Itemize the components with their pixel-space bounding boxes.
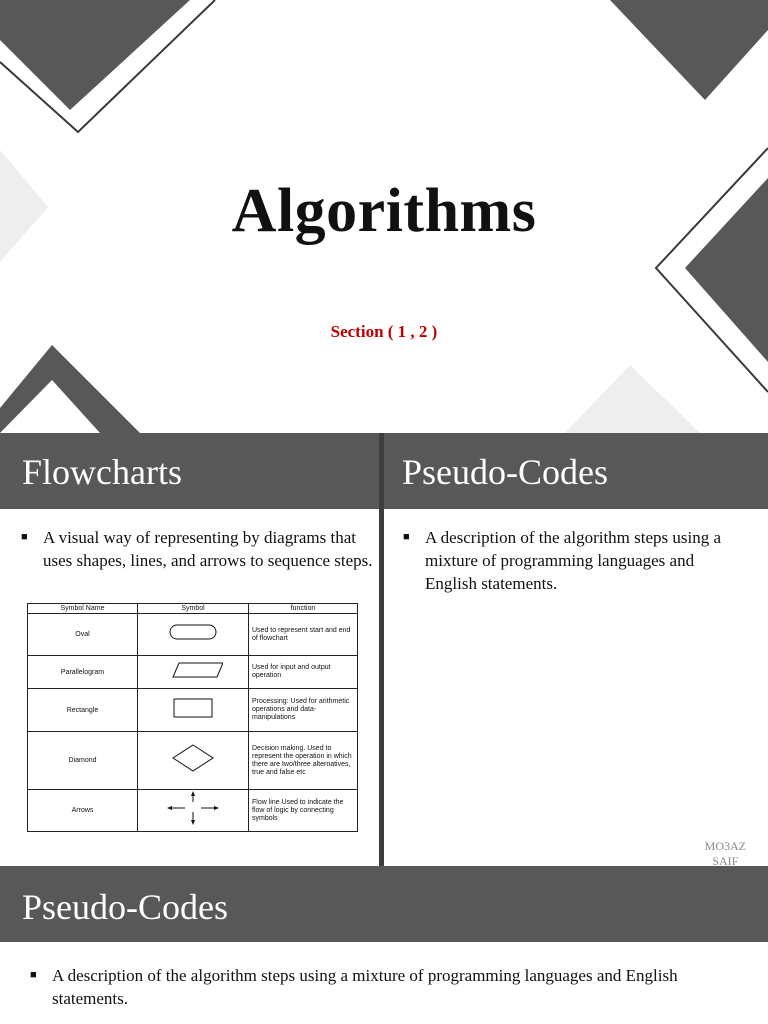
arrows-icon [163,790,223,826]
bullet-item [30,964,732,1010]
symbol-function: Processing: Used for arithmetic operations and data-manipulations [249,689,358,732]
watermark-line: SAIF [712,854,739,866]
bullet-item [21,526,373,572]
bullet-square-icon: ■ [403,531,410,543]
bullet-text: A description of the algorithm steps using a mixture of programming languages and English statements. [52,966,678,1008]
column-header: function [249,604,358,614]
author-watermark [705,839,746,866]
symbol-cell [138,790,249,832]
symbol-function: Used to represent start and end of flowchart [249,614,358,656]
rectangle-icon [163,697,223,719]
bullet-square-icon: ■ [30,969,37,981]
symbol-cell [138,614,249,656]
table-row [28,614,358,656]
bullet-text: A description of the algorithm steps using a mixture of programming languages and English statements. [425,528,722,593]
slide-heading: Pseudo-Codes [22,887,228,927]
oval-icon [163,622,223,642]
symbol-function: Decision making. Used to represent the operation in which there are two/three alternatives, true and false etc [249,732,358,790]
pseudocodes-slide [384,433,768,866]
bullet-text: A visual way of representing by diagrams that uses shapes, lines, and arrows to sequence steps. [43,528,373,570]
slide-heading: Flowcharts [22,452,182,492]
bullet-item [403,526,725,595]
symbol-name: Arrows [28,790,138,832]
table-row [28,656,358,689]
slide-header [0,433,379,509]
symbol-name: Rectangle [28,689,138,732]
symbol-name: Parallelogram [28,656,138,689]
symbol-name: Diamond [28,732,138,790]
parallelogram-icon [163,660,223,680]
symbol-cell [138,656,249,689]
table-row [28,790,358,832]
title-slide [0,0,768,433]
column-header: Symbol [138,604,249,614]
symbol-cell [138,689,249,732]
slide-heading: Pseudo-Codes [402,452,608,492]
flowcharts-slide [0,433,379,866]
column-header: Symbol Name [28,604,138,614]
symbol-cell [138,732,249,790]
slide-header [384,433,768,509]
diamond-icon [163,743,223,773]
bullet-square-icon: ■ [21,531,28,543]
flowchart-symbol-table [27,603,358,832]
symbol-function: Flow line Used to indicate the flow of logic by connecting symbols [249,790,358,832]
symbol-function: Used for input and output operation [249,656,358,689]
symbol-name: Oval [28,614,138,656]
table-row [28,732,358,790]
slide-header [0,866,768,942]
table-header-row [28,604,358,614]
watermark-line: MO3AZ [704,839,746,853]
slide-subtitle: Section ( 1 , 2 ) [330,322,438,341]
table-row [28,689,358,732]
slide-title: Algorithms [231,177,537,245]
pseudocodes-slide-2 [0,866,768,1024]
